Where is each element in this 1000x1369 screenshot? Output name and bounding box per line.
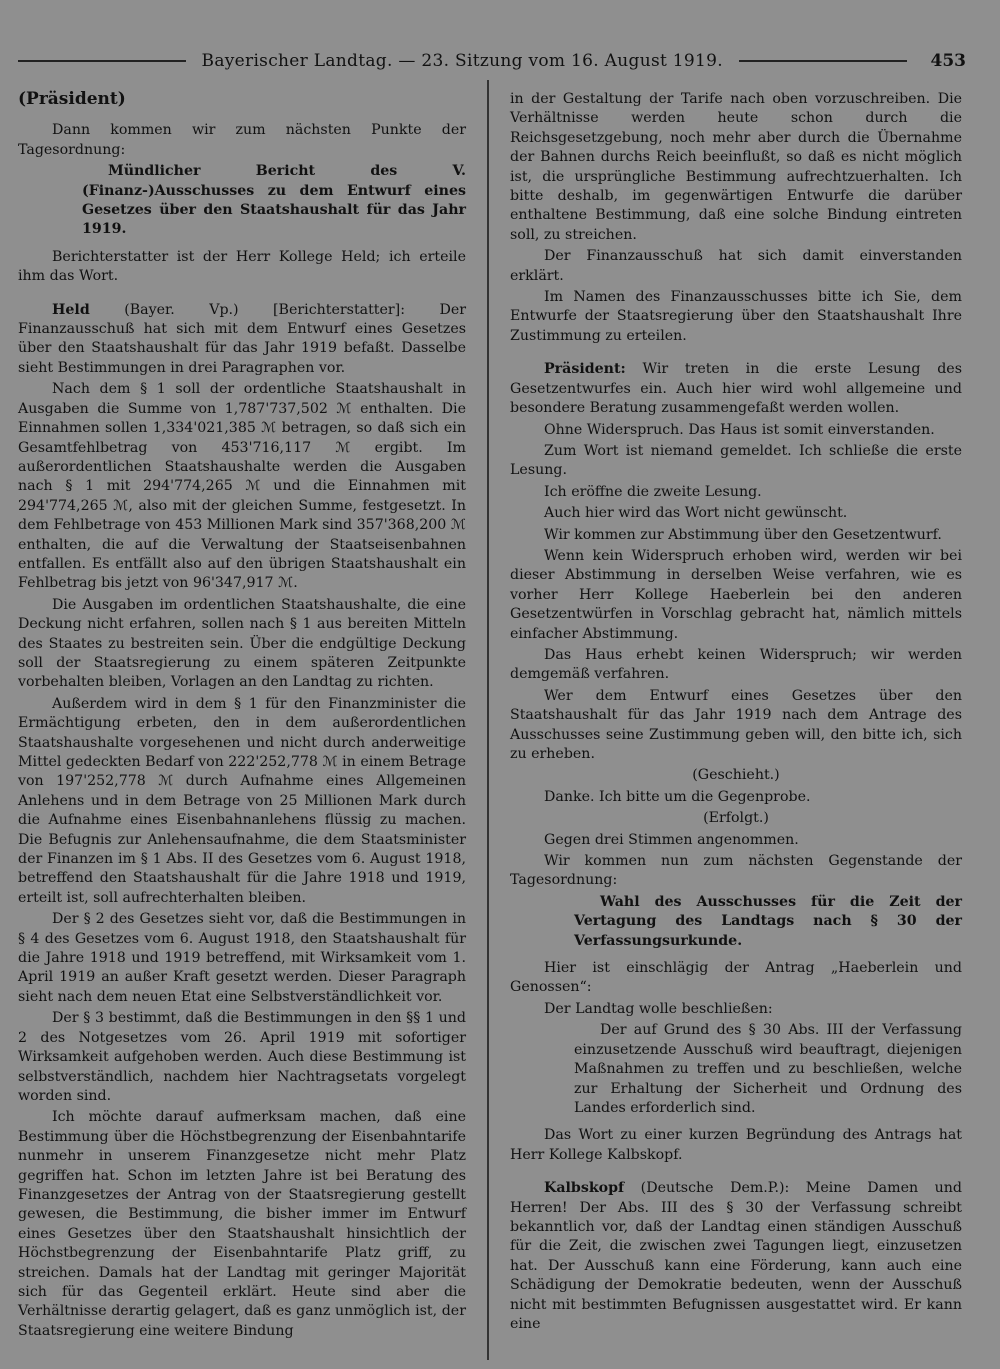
- paragraph: Wir kommen zur Abstimmung über den Gesetzentwurf.: [544, 526, 942, 543]
- paragraph: Hier ist einschlägig der Antrag „Haeberlein und Genossen“:: [510, 960, 962, 996]
- paragraph: Der Finanzausschuß hat sich damit einverstanden erklärt.: [510, 248, 962, 284]
- praesident-heading: (Präsident): [18, 89, 126, 109]
- left-column: [18, 90, 466, 1343]
- speech-praesident: [510, 360, 962, 418]
- paragraph: Ich eröffne die zweite Lesung.: [544, 483, 762, 500]
- paragraph: Wenn kein Widerspruch erhoben wird, werden wir bei dieser Abstimmung in derselben Weise verfahren, wie es vorher Herr Kollege Haeberlein bei den anderen Gesetzentwürfen in Vorschlag gebracht hat, nämlich mittels einfacher Abstimmung.: [510, 547, 962, 642]
- column-divider: [487, 80, 489, 1360]
- paragraph: Gegen drei Stimmen angenommen.: [544, 831, 799, 848]
- paragraph: Das Wort zu einer kurzen Begründung des Antrags hat Herr Kollege Kalbskopf.: [510, 1127, 962, 1163]
- page-number: 453: [930, 51, 966, 71]
- speech-text: (Bayer. Vp.) [Berichterstatter]: Der Finanzausschuß hat sich mit dem Entwurf eines Gesetzes über den Staatshaushalt für das Jahr 1919 befaßt. Dasselbe sieht Bestimmungen in drei Paragraphen vor.: [18, 301, 466, 376]
- speech-text: Wir treten in die erste Lesung des Gesetzentwurfes ein. Auch hier wird wohl allgemeine und besondere Beratung zusammengefaßt werden wollen.: [510, 361, 962, 417]
- paragraph: Ich möchte darauf aufmerksam machen, daß eine Bestimmung über die Höchstbegrenzung der Eisenbahntarife nunmehr in unserem Finanzgesetze nicht mehr Platz gegriffen hat. Schon im letzten Jahre ist bei Beratung des Finanzgesetzes der Antrag von der Staatsregierung gestellt gewesen, die Bestimmung, die bisher immer im Entwurf eines Gesetzes über den Staatshaushalt hinsichtlich der Höchstbegrenzung der Eisenbahntarife Platz griff, zu streichen. Damals hat der Landtag mit geringer Majorität sich für das Gegenteil erklärt. Heute sind aber die Verhältnisse derartig gelagert, daß es ganz unmöglich ist, der Staatsregierung eine weitere Bindung: [18, 1109, 466, 1339]
- speaker-name: Kalbskopf: [544, 1180, 625, 1197]
- speaker-name: Held: [52, 301, 90, 318]
- agenda-item: Wahl des Ausschusses für die Zeit der Vertagung des Landtags nach § 30 der Verfassungsurkunde.: [574, 893, 962, 949]
- header-rule-right: [739, 60, 907, 62]
- paragraph: Dann kommen wir zum nächsten Punkte der Tagesordnung:: [18, 122, 466, 158]
- paragraph: Zum Wort ist niemand gemeldet. Ich schließe die erste Lesung.: [510, 442, 962, 479]
- paragraph: in der Gestaltung der Tarife nach oben vorzuschreiben. Die Verhältnisse werden heute schon durch die Reichsgesetzgebung, noch mehr aber durch die Übernahme der Bahnen durchs Reich beeinflußt, so daß es nicht möglich ist, die ursprüngliche Bestimmung aufrechtzuerhalten. Ich bitte deshalb, im gegenwärtigen Entwurfe die darüber enthaltene Bestimmung, daß eine solche Bindung eintreten soll, zu streichen.: [510, 91, 962, 243]
- paragraph: Der Landtag wolle beschließen:: [544, 1000, 773, 1017]
- header-rule-left: [18, 60, 186, 62]
- paragraph: Außerdem wird in dem § 1 für den Finanzminister die Ermächtigung erbeten, den in dem außerordentlichen Staatshaushalte vorgesehenen und nicht durch anderweitige Mittel gedeckten Bedarf von 222'252,778 ℳ in einem Betrage von 197'252,778 ℳ durch Aufnahme eines Allgemeinen Anlehens und in dem Betrage von 25 Millionen Mark durch die Aufnahme eines Eisenbahnanlehens flüssig zu machen. Die Befugnis zur Anlehensaufnahme, die dem Staatsminister der Finanzen im § 1 Abs. II des Gesetzes vom 6. August 1918, betreffend den Staatshaushalt für die Jahre 1918 und 1919, erteilt ist, soll aufrechterhalten bleiben.: [18, 695, 466, 906]
- paragraph: Der § 2 des Gesetzes sieht vor, daß die Bestimmungen in § 4 des Gesetzes vom 6. August 1918, den Staatshaushalt für die Jahre 1918 und 1919 betreffend, mit Wirksamkeit vom 1. April 1919 an außer Kraft gesetzt werden. Dieser Paragraph sieht nach dem neuen Etat eine Selbstverständlichkeit vor.: [18, 911, 466, 1005]
- paragraph: Danke. Ich bitte um die Gegenprobe.: [544, 788, 811, 805]
- speaker-name: Präsident:: [544, 361, 626, 378]
- paragraph: Ohne Widerspruch. Das Haus ist somit einverstanden.: [544, 421, 935, 438]
- motion-text: Der auf Grund des § 30 Abs. III der Verfassung einzusetzende Ausschuß wird beauftragt, diejenigen Maßnahmen zu treffen und zu beschließen, welche zur Erhaltung der Sicherheit und Ordnung des Landes erforderlich sind.: [574, 1022, 962, 1116]
- stage-direction: (Geschieht.): [692, 767, 780, 784]
- paragraph: Das Haus erhebt keinen Widerspruch; wir werden demgemäß verfahren.: [510, 646, 962, 683]
- speech-held: [18, 301, 466, 379]
- paragraph: Der § 3 bestimmt, daß die Bestimmungen in den §§ 1 und 2 des Notgesetzes vom 26. April 1919 mit sofortiger Wirksamkeit aufgehoben werden. Auch diese Bestimmung ist selbstverständlich, nachdem hier Nachtragsetats vorgelegt worden sind.: [18, 1010, 466, 1104]
- right-column: [510, 90, 962, 1336]
- paragraph: Nach dem § 1 soll der ordentliche Staatshaushalt in Ausgaben die Summe von 1,787'737,502 ℳ enthalten. Die Einnahmen sollen 1,334'021,385 ℳ betragen, so daß sich ein Gesamtfehlbetrag von 453'716,117 ℳ ergibt. Im außerordentlichen Staatshaushalte werden die Ausgaben nach § 1 mit 294'774,265 ℳ und die Einnahmen mit 294'774,265 ℳ, also mit der gleichen Summe, festgesetzt. In dem Fehlbetrage von 453 Millionen Mark sind 357'368,200 ℳ enthalten, die auf die Verwaltung der Staatseisenbahnen entfallen. Es entfällt also auf den übrigen Staatshaushalt ein Fehlbetrag bis jetzt von 96'347,917 ℳ.: [18, 381, 466, 592]
- paragraph: Auch hier wird das Wort nicht gewünscht.: [544, 505, 848, 522]
- paragraph: Wir kommen nun zum nächsten Gegenstande der Tagesordnung:: [510, 853, 962, 889]
- agenda-item: Mündlicher Bericht des V. (Finanz-)Ausschusses zu dem Entwurf eines Gesetzes über den Staatshaushalt für das Jahr 1919.: [82, 163, 466, 238]
- stage-direction: (Erfolgt.): [703, 810, 769, 827]
- paragraph: Die Ausgaben im ordentlichen Staatshaushalte, die eine Deckung nicht erfahren, sollen nach § 1 aus bereiten Mitteln des Staates zu bestreiten sein. Über die endgültige Deckung soll der Staatsregierung zu einem späteren Zeitpunkte vorbehalten bleiben, Vorlagen an den Landtag zu richten.: [18, 596, 466, 691]
- paragraph: Wer dem Entwurf eines Gesetzes über den Staatshaushalt für das Jahr 1919 nach dem Antrage des Ausschusses seine Zustimmung geben will, den bitte ich, sich zu erheben.: [510, 687, 962, 762]
- speech-kalbskopf: [510, 1179, 962, 1334]
- speech-text: (Deutsche Dem.P.): Meine Damen und Herren! Der Abs. III des § 30 der Verfassung schreibt bekanntlich vor, daß der Landtag einen ständigen Ausschuß für die Zeit, die zwischen zwei Tagungen liegt, einzusetzen hat. Der Ausschuß kann eine Förderung, kann auch eine Schädigung der Demokratie bedeuten, wenn der Ausschuß nicht mit bestimmten Befugnissen ausgestattet wird. Er kann eine: [510, 1180, 962, 1332]
- page-header: [18, 48, 966, 74]
- paragraph: Berichterstatter ist der Herr Kollege Held; ich erteile ihm das Wort.: [18, 248, 466, 285]
- paragraph: Im Namen des Finanzausschusses bitte ich Sie, dem Entwurfe der Staatsregierung über den Staatshaushalt Ihre Zustimmung zu erteilen.: [510, 289, 962, 344]
- header-title: Bayerischer Landtag. — 23. Sitzung vom 16. August 1919.: [201, 51, 723, 71]
